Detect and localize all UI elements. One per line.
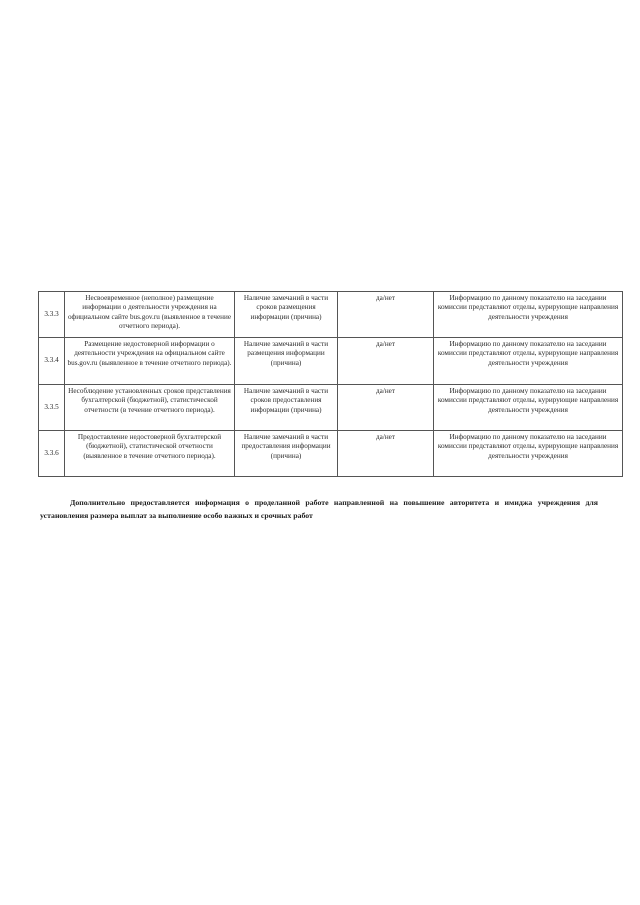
- row-number: 3.3.5: [39, 385, 65, 431]
- indicator-cell: Несвоевременное (неполное) размещение информации о деятельности учреждения на официальном сайте bus.gov.ru (выявленное в течение отчетного периода).: [65, 292, 235, 338]
- criterion-cell: Наличие замечаний в части предоставления информации (причина): [235, 431, 338, 477]
- criterion-cell: Наличие замечаний в части размещения информации (причина): [235, 338, 338, 385]
- table-row: [39, 338, 623, 385]
- row-number: 3.3.6: [39, 431, 65, 477]
- value-cell: да/нет: [338, 292, 434, 338]
- source-cell: Информацию по данному показателю на заседании комиссии представляют отделы, курирующие направления деятельности учреждения: [434, 292, 623, 338]
- table-row: [39, 431, 623, 477]
- source-cell: Информацию по данному показателю на заседании комиссии представляют отделы, курирующие направления деятельности учреждения: [434, 338, 623, 385]
- value-cell: да/нет: [338, 431, 434, 477]
- additional-info-note: Дополнительно предоставляется информация о проделанной работе направленной на повышение авторитета и имиджа учреждения для установления размера выплат за выполнение особо важных и срочных работ: [40, 498, 598, 520]
- value-cell: да/нет: [338, 385, 434, 431]
- row-number: 3.3.4: [39, 338, 65, 385]
- criterion-cell: Наличие замечаний в части сроков предоставления информации (причина): [235, 385, 338, 431]
- row-number: 3.3.3: [39, 292, 65, 338]
- source-cell: Информацию по данному показателю на заседании комиссии представляют отделы, курирующие направления деятельности учреждения: [434, 431, 623, 477]
- indicator-cell: Размещение недостоверной информации о деятельности учреждения на официальном сайте bus.gov.ru (выявленное в течение отчетного периода).: [65, 338, 235, 385]
- table-row: [39, 385, 623, 431]
- criteria-table: [38, 291, 623, 477]
- table-row: [39, 292, 623, 338]
- indicator-cell: Несоблюдение установленных сроков представления бухгалтерской (бюджетной), статистической отчетности (в течение отчетного периода).: [65, 385, 235, 431]
- indicator-cell: Предоставление недостоверной бухгалтерской (бюджетной), статистической отчетности (выявленное в течение отчетного периода).: [65, 431, 235, 477]
- value-cell: да/нет: [338, 338, 434, 385]
- source-cell: Информацию по данному показателю на заседании комиссии представляют отделы, курирующие направления деятельности учреждения: [434, 385, 623, 431]
- criterion-cell: Наличие замечаний в части сроков размещения информации (причина): [235, 292, 338, 338]
